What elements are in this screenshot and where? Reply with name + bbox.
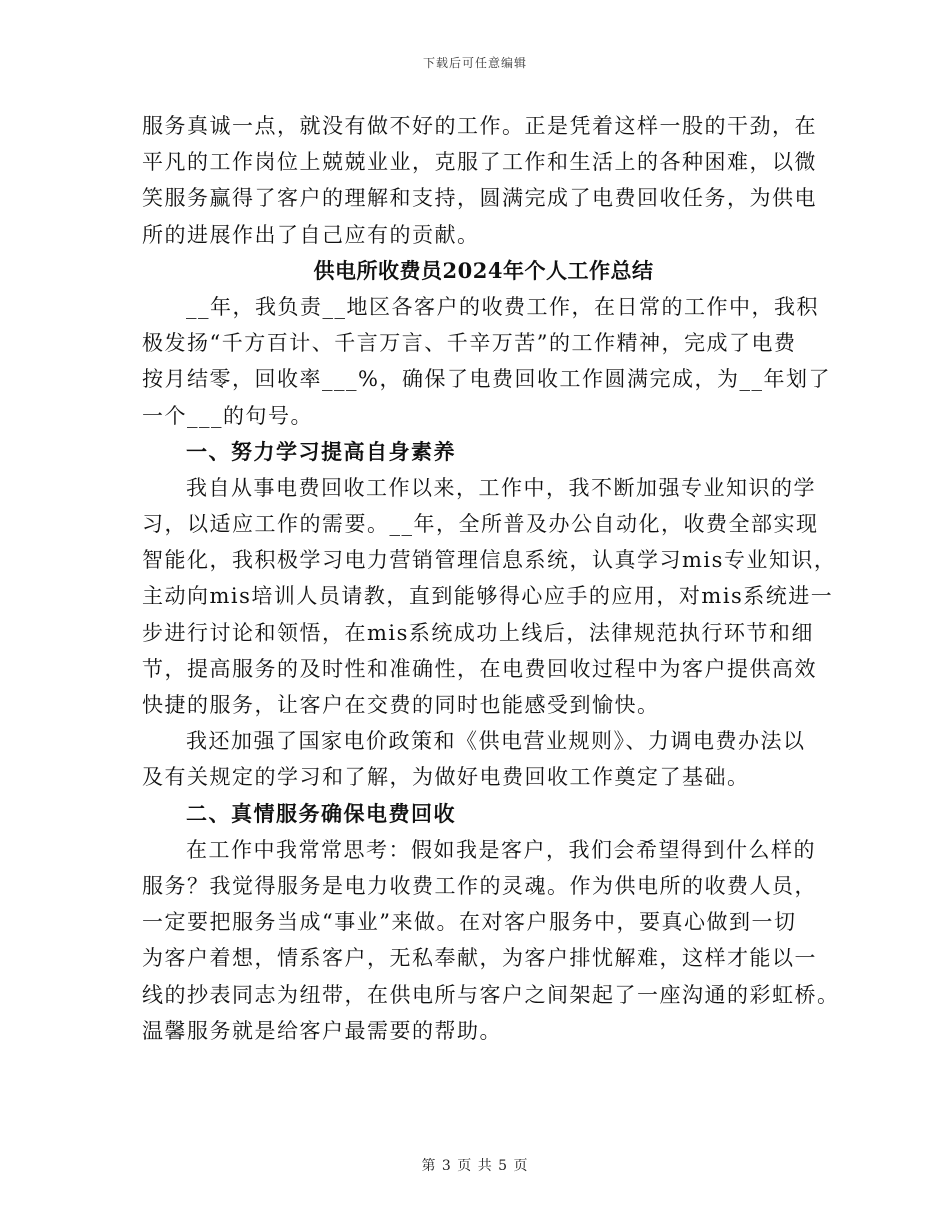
paragraph-line: __年，我负责__地区各客户的收费工作，在日常的工作中，我积 xyxy=(186,294,819,319)
paragraph-line: 我自从事电费回收工作以来，工作中，我不断加强专业知识的学 xyxy=(186,475,816,500)
paragraph-line: 步进行讨论和领悟，在mis系统成功上线后，法律规范执行环节和细 xyxy=(142,620,814,645)
paragraph-line: 服务真诚一点，就没有做不好的工作。正是凭着这样一股的干劲，在 xyxy=(142,114,817,138)
paragraph-line: 我还加强了国家电价政策和《供电营业规则》、力调电费办法以 xyxy=(186,729,806,754)
paragraph-line: 习，以适应工作的需要。__年，全所普及办公自动化，收费全部实现 xyxy=(142,512,819,537)
paragraph-line: 所的进展作出了自己应有的贡献。 xyxy=(142,222,480,247)
paragraph-line: 快捷的服务，让客户在交费的同时也能感受到愉快。 xyxy=(142,693,660,717)
paragraph-line: 极发扬“千方百计、千言万言、千辛万苦”的工作精神，完成了电费 xyxy=(142,331,797,356)
paragraph-line: 一定要把服务当成“事业”来做。在对客户服务中，要真心做到一切 xyxy=(142,910,797,935)
paragraph-line: 平凡的工作岗位上兢兢业业，克服了工作和生活上的各种困难，以微 xyxy=(142,150,817,175)
paragraph-line: 及有关规定的学习和了解，为做好电费回收工作奠定了基础。 xyxy=(142,765,750,790)
document-body xyxy=(142,108,840,1049)
section-heading: 一、努力学习提高自身素养 xyxy=(186,438,456,464)
paragraph-line: 温馨服务就是给客户最需要的帮助。 xyxy=(142,1018,502,1043)
document-title: 供电所收费员2024年个人工作总结 xyxy=(313,257,654,283)
paragraph-line: 智能化，我积极学习电力营销管理信息系统，认真学习mis专业知识， xyxy=(142,548,837,573)
paragraph-line: 为客户着想，情系客户，无私奉献，为客户排忧解难，这样才能以一 xyxy=(142,946,817,971)
paragraph-line: 按月结零，回收率___%，确保了电费回收工作圆满完成，为__年划了 xyxy=(142,367,831,392)
paragraph-line: 节，提高服务的及时性和准确性，在电费回收过程中为客户提供高效 xyxy=(142,656,817,681)
paragraph-line: 线的抄表同志为纽带，在供电所与客户之间架起了一座沟通的彩虹桥。 xyxy=(142,982,840,1007)
paragraph-line: 一个___的句号。 xyxy=(142,403,313,428)
paragraph-line: 主动向mis培训人员请教，直到能够得心应手的应用，对mis系统进一 xyxy=(142,584,834,609)
page-number: 第 3 页 共 5 页 xyxy=(421,1158,529,1174)
paragraph-line: 服务？我觉得服务是电力收费工作的灵魂。作为供电所的收费人员， xyxy=(142,873,817,898)
section-heading: 二、真情服务确保电费回收 xyxy=(186,800,456,826)
header-note: 下载后可任意编辑 xyxy=(422,56,527,70)
paragraph-line: 笑服务赢得了客户的理解和支持，圆满完成了电费回收任务，为供电 xyxy=(142,186,817,211)
paragraph-line: 在工作中我常常思考：假如我是客户，我们会希望得到什么样的 xyxy=(186,837,816,862)
